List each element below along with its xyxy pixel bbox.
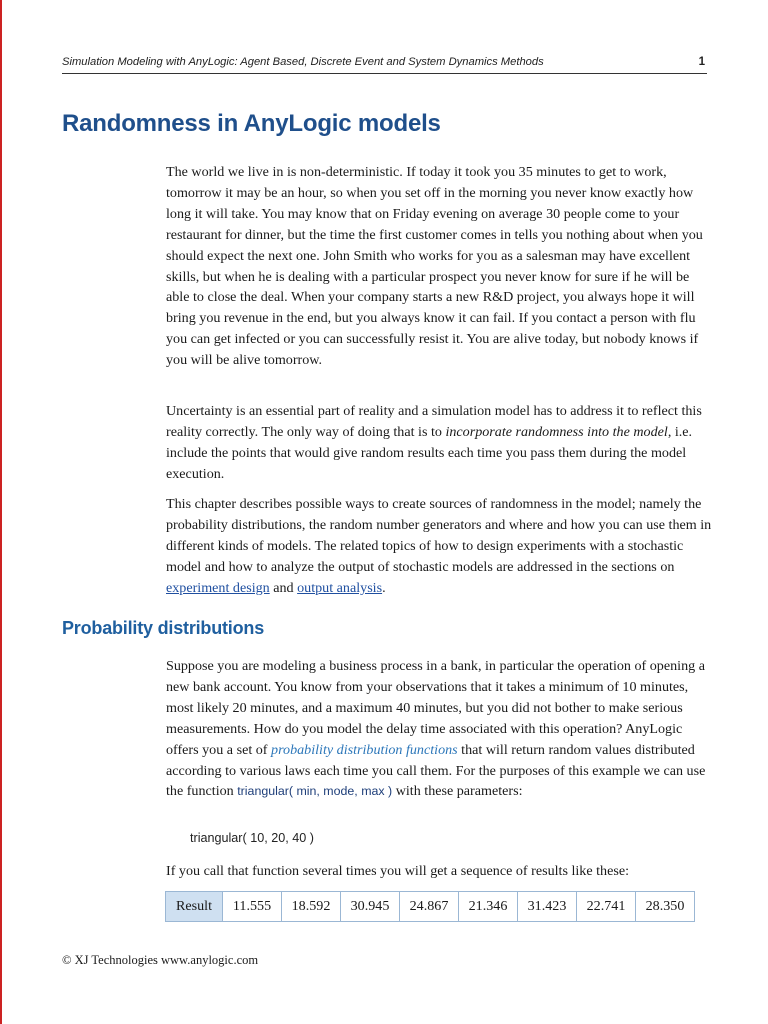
link-experiment-design[interactable]: experiment design [166, 579, 270, 596]
inline-code-triangular: triangular( min, mode, max ) [237, 784, 393, 799]
result-cell: 21.346 [459, 892, 518, 922]
page-header [62, 55, 707, 74]
result-cell: 24.867 [400, 892, 459, 922]
paragraph-intro: The world we live in is non-deterministic. If today it took you 35 minutes to get to work, tomorrow it may be an hour, so when you set off in the morning you never know exactly how long it will take. You may know that on Friday evening on average 30 people come to your restaurant for dinner, but the time the first customer comes in tells you nothing about when you should expect the next one. John Smith who works for you as a salesman may have excellent skills, but when he is dealing with a particular prospect you never know for sure if he will be able to close the deal. When your company starts a new R&D project, you always hope it will bring you revenue in the end, but you always know it can fail. If you contact a person with flu you can get infected or you can successfully resist it. You are alive today, but nobody knows if you will be alive tomorrow. [166, 164, 703, 369]
paragraph-overview-end: . [382, 579, 386, 596]
chapter-heading: Randomness in AnyLogic models [62, 110, 441, 137]
link-output-analysis[interactable]: output analysis [297, 579, 383, 596]
paragraph-results-intro: If you call that function several times you will get a sequence of results like these: [166, 863, 629, 879]
result-cell: 18.592 [282, 892, 341, 922]
paragraph-bank-text: Suppose you are modeling a business process in a bank, in particular the operation of opening a new bank account. You know from your observations that it takes a minimum of 10 minutes, most likely 20 minutes, and a maximum 40 minutes, but you did not bother to make serious measurements. How do you model the delay time associated with this operation? AnyLogic offers you a set of [166, 658, 705, 758]
results-table [165, 891, 695, 922]
paragraph-bank-middle: that will return random values distributed according to various laws each time you call them. For the purposes of this example we can use the function [166, 741, 706, 800]
header-book-title: Simulation Modeling with AnyLogic: Agent Based, Discrete Event and System Dynamics Methods [62, 56, 544, 68]
paragraph-bank-example [166, 656, 714, 802]
link-probability-distribution-functions[interactable]: probability distribution functions [271, 741, 458, 758]
page-footer: © XJ Technologies www.anylogic.com [62, 953, 259, 967]
section-heading-probability-distributions: Probability distributions [62, 618, 265, 638]
emphasis-incorporate-randomness: incorporate randomness into the model [445, 423, 668, 440]
paragraph-chapter-overview [166, 494, 714, 599]
code-example: triangular( 10, 20, 40 ) [190, 831, 314, 845]
result-cell: 11.555 [223, 892, 282, 922]
result-cell: 31.423 [518, 892, 577, 922]
paragraph-overview-and: and [269, 579, 298, 596]
paragraph-overview-text: This chapter describes possible ways to create sources of randomness in the model; namely the probability distributions, the random number generators and where and how you can use them in different kinds of models. The related topics of how to design experiments with a stochastic model and how to analyze the output of stochastic models are addressed in the sections on [166, 496, 712, 575]
results-header-cell: Result [166, 892, 223, 922]
table-row [166, 892, 695, 922]
paragraph-uncertainty [166, 401, 714, 485]
paragraph-bank-end: with these parameters: [392, 783, 523, 800]
paragraph-uncertainty-rest: , i.e. include the points that would give random results each time you pass them during the model execution. [166, 423, 693, 482]
result-cell: 30.945 [341, 892, 400, 922]
header-page-number: 1 [698, 56, 705, 68]
left-margin-rule [0, 0, 2, 1024]
paragraph-uncertainty-text: Uncertainty is an essential part of reality and a simulation model has to address it to reflect this reality correctly. The only way of doing that is to [166, 403, 702, 440]
result-cell: 28.350 [636, 892, 695, 922]
result-cell: 22.741 [577, 892, 636, 922]
